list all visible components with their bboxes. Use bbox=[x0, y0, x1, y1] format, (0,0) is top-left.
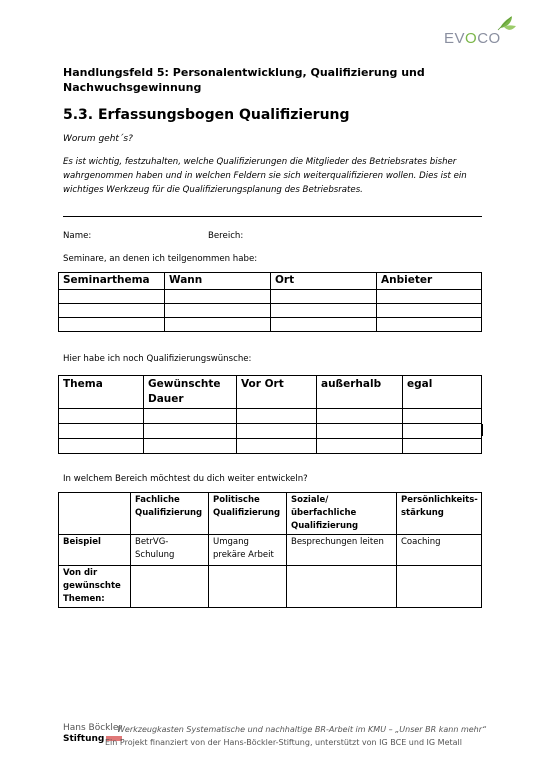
table-cell[interactable] bbox=[317, 409, 403, 424]
table-cell[interactable] bbox=[144, 409, 237, 424]
column-header: Thema bbox=[59, 376, 144, 409]
table-cell[interactable] bbox=[237, 439, 317, 454]
table-cell[interactable] bbox=[271, 290, 377, 304]
page-title: 5.3. Erfassungsbogen Qualifizierung bbox=[63, 107, 350, 123]
table-cell[interactable] bbox=[397, 566, 482, 608]
table-header-row bbox=[59, 376, 482, 409]
table-cell[interactable] bbox=[403, 424, 482, 439]
column-header: außerhalb bbox=[317, 376, 403, 409]
column-header: Soziale/überfachliche Qualifizierung bbox=[287, 493, 397, 535]
seminars-table bbox=[58, 272, 482, 332]
table-cell: Besprechungen leiten bbox=[287, 535, 397, 566]
table-header-row bbox=[59, 273, 482, 290]
table-cell: BetrVG-Schulung bbox=[131, 535, 209, 566]
table-cell[interactable] bbox=[59, 304, 165, 318]
table-row bbox=[59, 304, 482, 318]
wishes-caption: Hier habe ich noch Qualifizierungswünsche: bbox=[63, 354, 252, 364]
divider-line bbox=[63, 216, 482, 217]
column-header: Gewünschte Dauer bbox=[144, 376, 237, 409]
column-header: Vor Ort bbox=[237, 376, 317, 409]
table-row bbox=[59, 409, 482, 424]
table-cell[interactable] bbox=[59, 439, 144, 454]
table-cell[interactable] bbox=[144, 424, 237, 439]
table-cell[interactable] bbox=[59, 409, 144, 424]
intro-text: Es ist wichtig, festzuhalten, welche Qualifizierungen die Mitglieder des Betriebsrates bisher wahrgenommen haben und in welchen Feldern sie sich weiterqualifizieren wollen. Dies ist ein wichtiges Werkzeug für die Qualifizierungsplanung des Betriebsrates. bbox=[63, 157, 467, 195]
seminars-caption: Seminare, an denen ich teilgenommen habe: bbox=[63, 254, 258, 264]
text-cursor bbox=[482, 424, 483, 436]
table-cell[interactable] bbox=[287, 566, 397, 608]
table-cell[interactable] bbox=[317, 439, 403, 454]
table-cell: Coaching bbox=[397, 535, 482, 566]
wishes-table bbox=[58, 375, 482, 454]
column-header: Persönlichkeits-stärkung bbox=[397, 493, 482, 535]
column-header: Fachliche Qualifizierung bbox=[131, 493, 209, 535]
column-header: Politische Qualifizierung bbox=[209, 493, 287, 535]
row-header: Beispiel bbox=[59, 535, 131, 566]
table-row bbox=[59, 290, 482, 304]
table-cell[interactable] bbox=[209, 566, 287, 608]
table-cell[interactable] bbox=[59, 290, 165, 304]
table-header-row bbox=[59, 493, 482, 535]
footer-org-line1: Hans Böckler bbox=[63, 723, 123, 733]
table-row bbox=[59, 566, 482, 608]
table-cell[interactable] bbox=[237, 409, 317, 424]
development-table bbox=[58, 492, 482, 608]
column-header: Anbieter bbox=[377, 273, 482, 290]
table-cell[interactable] bbox=[403, 409, 482, 424]
column-header bbox=[59, 493, 131, 535]
section-heading: Handlungsfeld 5: Personalentwicklung, Qualifizierung und Nachwuchsgewinnung bbox=[63, 66, 425, 94]
table-row bbox=[59, 439, 482, 454]
table-row bbox=[59, 318, 482, 332]
table-row bbox=[59, 535, 482, 566]
table-row bbox=[59, 424, 482, 439]
evoco-logo bbox=[438, 14, 518, 48]
area-label: Bereich: bbox=[208, 231, 244, 241]
column-header: egal bbox=[403, 376, 482, 409]
row-header: Von dir gewünschte Themen: bbox=[59, 566, 131, 608]
table-cell[interactable] bbox=[377, 290, 482, 304]
subtitle: Worum geht´s? bbox=[63, 134, 133, 144]
column-header: Seminarthema bbox=[59, 273, 165, 290]
footer-org-line2: Stiftung bbox=[63, 734, 105, 744]
development-caption: In welchem Bereich möchtest du dich weiter entwickeln? bbox=[63, 474, 308, 484]
column-header: Ort bbox=[271, 273, 377, 290]
footer-line2: Ein Projekt finanziert von der Hans-Böckler-Stiftung, unterstützt von IG BCE und IG Metall bbox=[105, 738, 462, 747]
table-cell[interactable] bbox=[165, 318, 271, 332]
table-cell[interactable] bbox=[144, 439, 237, 454]
table-cell[interactable] bbox=[165, 290, 271, 304]
table-cell[interactable] bbox=[59, 424, 144, 439]
table-cell[interactable] bbox=[271, 304, 377, 318]
table-cell[interactable] bbox=[377, 318, 482, 332]
logo-text: EVOCO bbox=[444, 30, 501, 47]
table-cell: Umgang prekäre Arbeit bbox=[209, 535, 287, 566]
leaf-icon bbox=[498, 16, 516, 30]
table-cell[interactable] bbox=[131, 566, 209, 608]
table-cell[interactable] bbox=[237, 424, 317, 439]
footer-line1: Werkzeugkasten Systematische und nachhaltige BR-Arbeit im KMU – „Unser BR kann mehr“ bbox=[117, 725, 487, 734]
table-cell[interactable] bbox=[59, 318, 165, 332]
table-cell[interactable] bbox=[317, 424, 403, 439]
table-cell[interactable] bbox=[271, 318, 377, 332]
table-cell[interactable] bbox=[377, 304, 482, 318]
table-cell[interactable] bbox=[403, 439, 482, 454]
column-header: Wann bbox=[165, 273, 271, 290]
name-label: Name: bbox=[63, 231, 92, 241]
table-cell[interactable] bbox=[165, 304, 271, 318]
